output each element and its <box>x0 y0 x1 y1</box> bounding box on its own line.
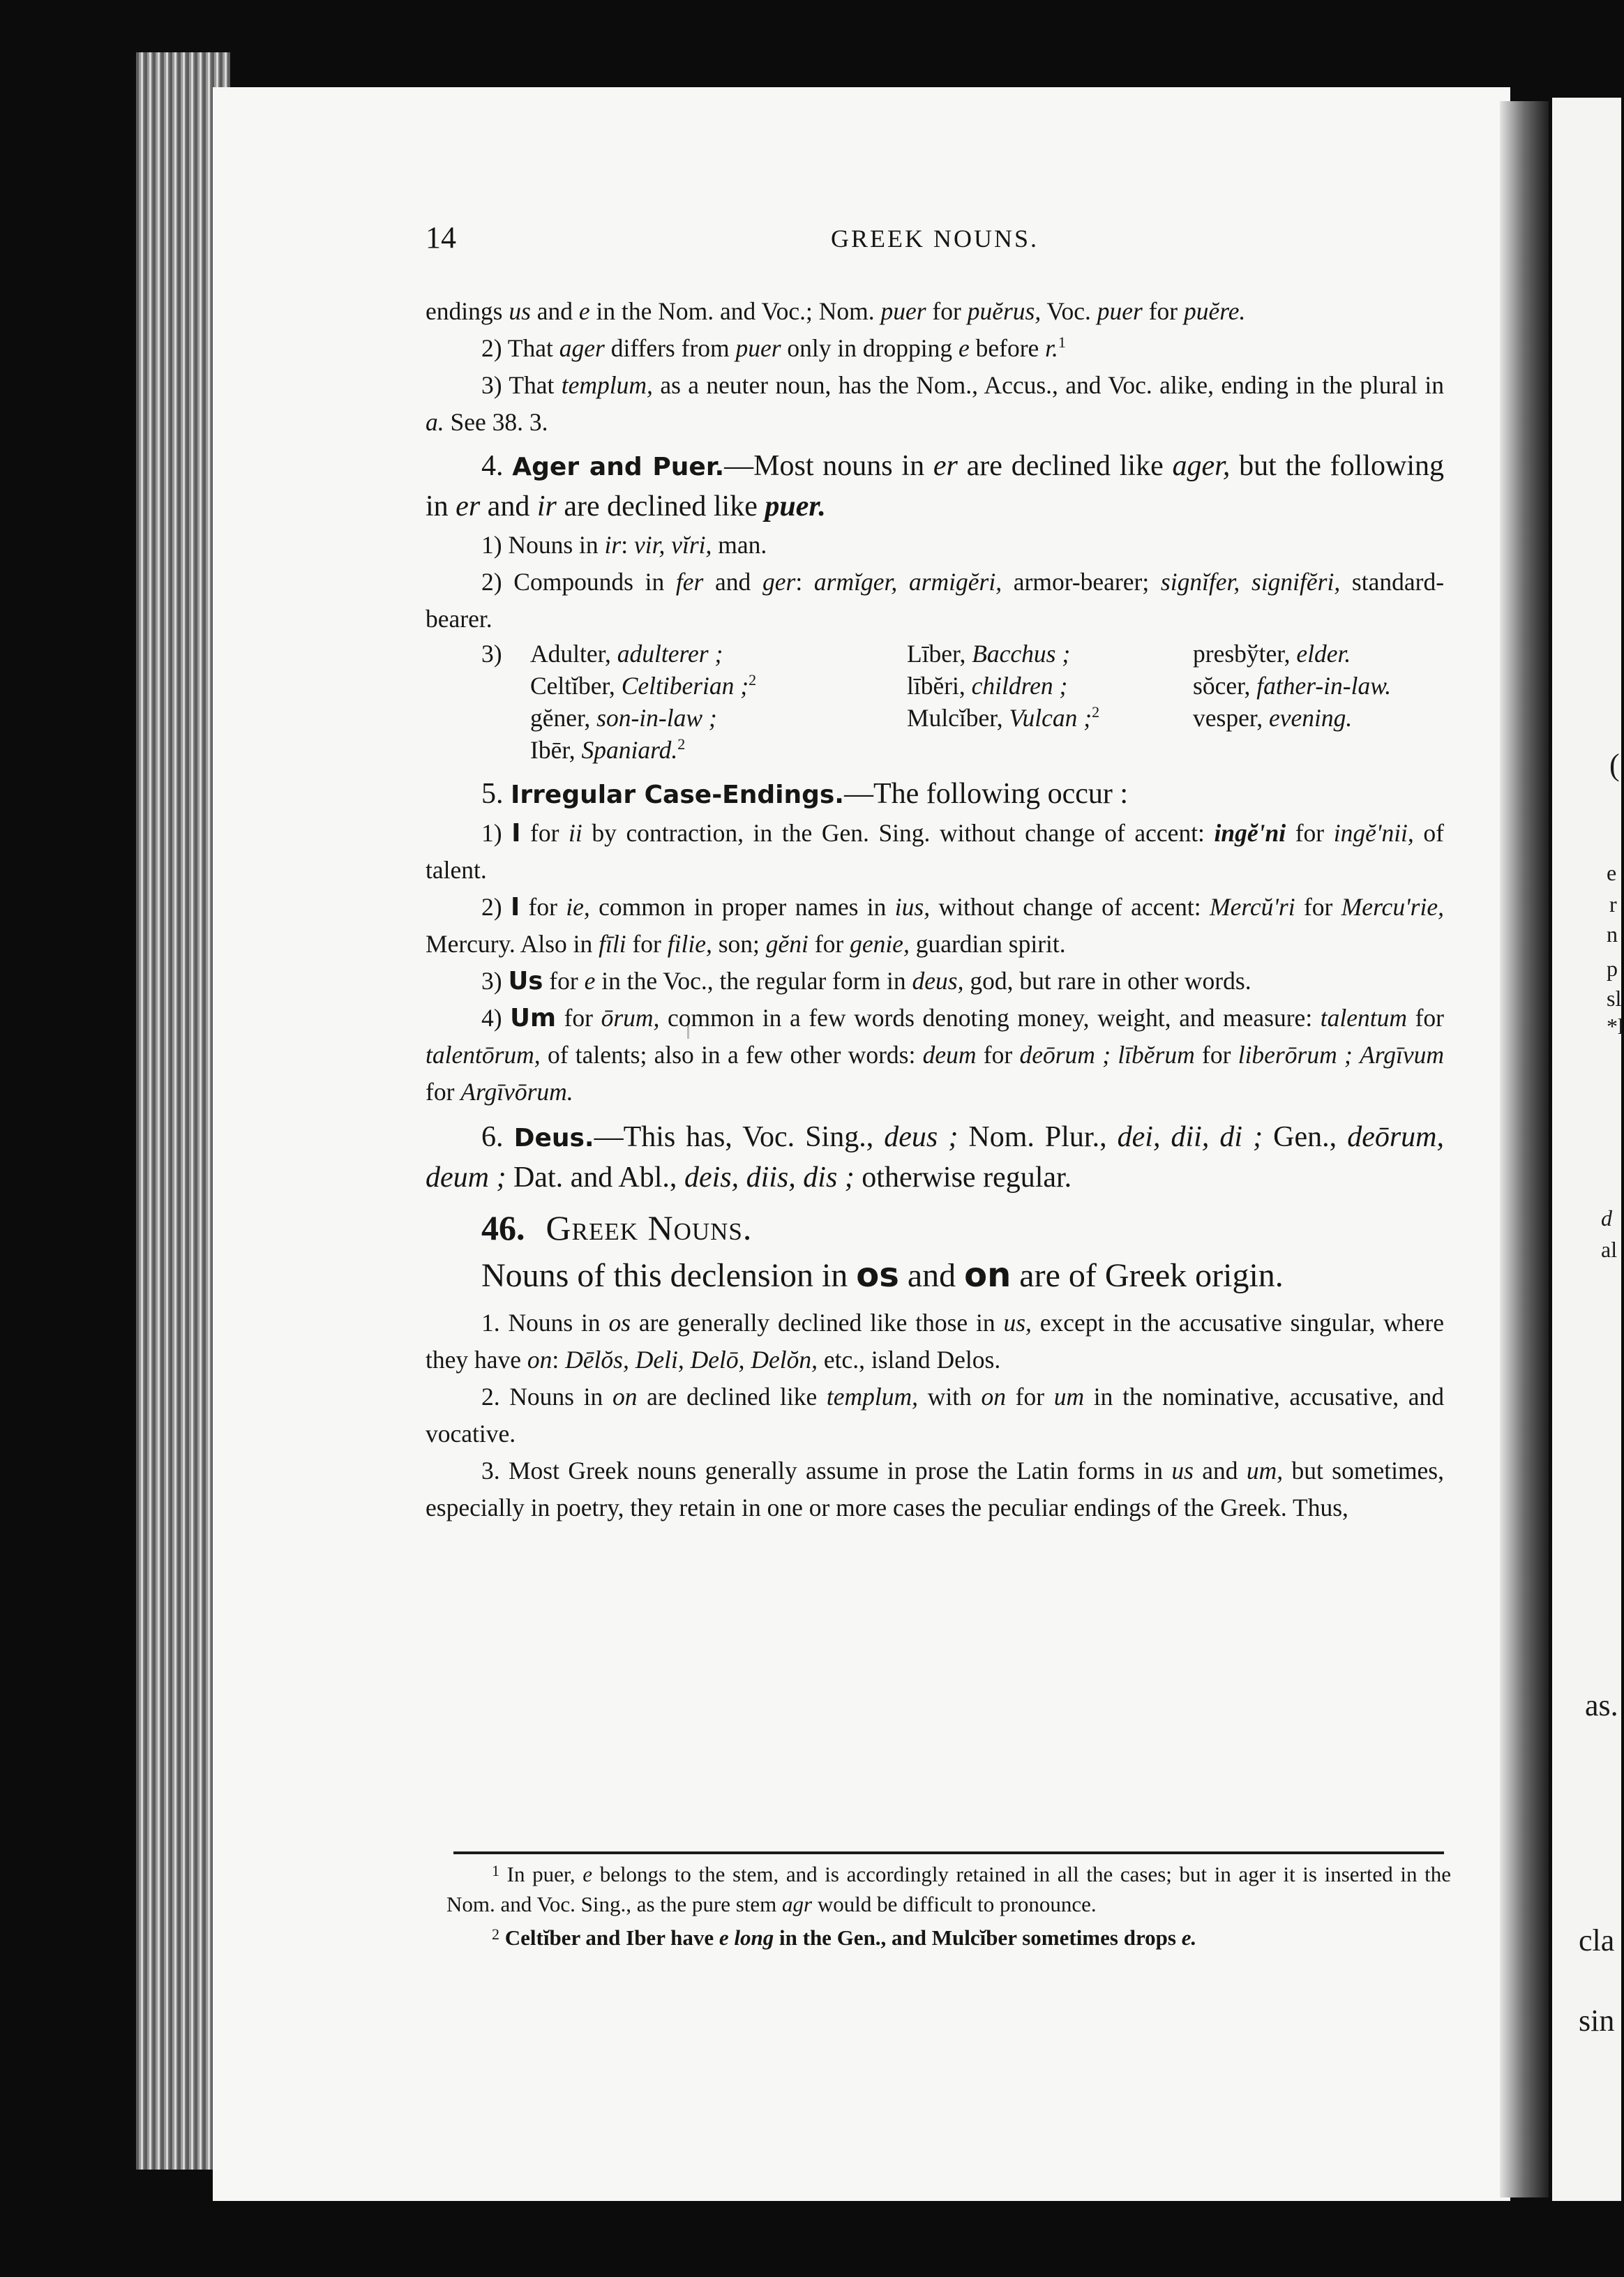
word-list-entry: presbўter, elder. <box>1193 640 1351 668</box>
word-list-entry: Celtĭber, Celtiberian ;$^2$ <box>530 671 757 700</box>
word-list-entry: sŏcer, father-in-law. <box>1193 672 1392 700</box>
section-6-paragraph: 6. Deus.—This has, Voc. Sing., deus ; Nom. Plur., dei, dii, di ; Gen., deōrum, deum ; Dat. and Abl., deis, diis, dis ; otherwise regular. <box>426 1121 1445 1194</box>
facing-text-fragment: sl <box>1607 986 1622 1011</box>
section-5-item-3: 3) Us for e in the Voc., the regular form in deus, god, but rare in other words. <box>481 967 1251 995</box>
word-list-entry: Adulter, adulterer ; <box>530 640 723 668</box>
section-5-item-1: 1) I for ii by contraction, in the Gen. Sing. without change of accent: ingĕ'ni for ingĕ'nii, of talent. <box>426 819 1444 884</box>
facing-text-fragment: *l <box>1607 1014 1624 1039</box>
word-list-entry: vesper, evening. <box>1193 704 1353 732</box>
binding-gutter <box>1500 101 1549 2197</box>
page-number: 14 <box>426 220 456 255</box>
running-head: GREEK NOUNS. <box>830 225 1039 253</box>
word-list-entry: Ibēr, Spaniard.$^2$ <box>530 735 686 764</box>
rule-item-2: 2) That ager differs from puer only in dropping e before r.$^1$ <box>481 333 1066 362</box>
page-body <box>426 293 1444 1526</box>
footnotes <box>446 1856 1451 1953</box>
facing-text-fragment: cla <box>1579 1923 1615 1957</box>
rule-item-3: 3) That templum, as a neuter noun, has the Nom., Accus., and Voc. alike, ending in the plural in a. See 38. 3. <box>426 371 1444 436</box>
section-4-paragraph: 4. Ager and Puer.—Most nouns in er are declined like ager, but the following in er and ir are declined like puer. <box>426 450 1444 523</box>
section-46-item-1: 1. Nouns in os are generally declined like those in us, except in the accusative singular, where they have on: Dēlŏs, Deli, Delō, Delŏn, etc., island Delos. <box>426 1309 1444 1374</box>
facing-text-fragment: as. <box>1585 1688 1618 1722</box>
footnote-2: $^2$ Celtĭber and Iber have e long in the Gen., and Mulcĭber sometimes drops e. <box>492 1925 1197 1950</box>
continued-paragraph: endings us and e in the Nom. and Voc.; Nom. puer for puĕrus, Voc. puer for puĕre. <box>426 297 1246 325</box>
facing-text-fragment: ( <box>1609 748 1620 782</box>
section-5-heading: 5. Irregular Case-Endings.—The following occur : <box>481 778 1129 810</box>
section-46-item-3: 3. Most Greek nouns generally assume in prose the Latin forms in us and um, but sometimes, especially in poetry, they retain in one or more cases the peculiar endings of the Greek. Thus, <box>426 1457 1444 1521</box>
facing-page-fragment <box>1552 98 1624 2201</box>
section-46-title <box>426 1203 1444 1252</box>
word-list-entry: lībĕri, children ; <box>907 672 1068 700</box>
section-46-item-2: 2. Nouns in on are declined like templum, with on for um in the nominative, accusative, and vocative. <box>426 1383 1444 1448</box>
section-4-item-1: 1) Nouns in ir: vir, vĭri, man. <box>481 531 767 559</box>
word-list-column-2 <box>907 638 1193 766</box>
word-list-column-1 <box>530 638 907 766</box>
section-number: 46. <box>481 1208 525 1247</box>
section-title-text: Greek Nouns. <box>546 1208 753 1247</box>
facing-text-fragment: al <box>1601 1237 1618 1262</box>
footnote-ref: 1 <box>1058 333 1066 352</box>
section-4-item-2: 2) Compounds in fer and ger: armĭger, armigĕri, armor-bearer; signĭfer, signifĕri, standard-bearer. <box>426 568 1445 633</box>
section-5-item-2: 2) I for ie, common in proper names in ius, without change of accent: Mercŭ'ri for Mercu'rie, Mercury. Also in fīli for filie, son; gĕni for genie, guardian spirit. <box>426 893 1444 958</box>
section-5-label: Irregular Case-Endings. <box>511 781 844 809</box>
facing-text-fragment: r <box>1609 892 1617 917</box>
section-5-item-4: 4) Um for ōrum, common in a few words denoting money, weight, and measure: talentum for talentōrum, of talents; also in a few other words: deum for deōrum ; lībĕrum for liberōrum ; Argīvum for Argīvōrum. <box>426 1004 1445 1106</box>
facing-text-fragment: p <box>1607 956 1618 981</box>
page-header <box>426 220 1444 255</box>
list-number: 3) <box>481 640 502 668</box>
section-6-label: Deus. <box>513 1124 594 1152</box>
facing-text-fragment: e <box>1607 860 1617 885</box>
facing-text-fragment: n <box>1607 922 1618 947</box>
section-46-intro: Nouns of this declension in os and on are of Greek origin. <box>481 1256 1284 1295</box>
section-4-label: Ager and Puer. <box>512 453 725 481</box>
word-list-column-3 <box>1193 638 1479 766</box>
word-list-entry: gĕner, son-in-law ; <box>530 704 717 732</box>
footnote-1: $^1$ In puer, e belongs to the stem, and is accordingly retained in all the cases; but in ager it is inserted in the Nom. and Voc. Sing., as the pure stem agr would be difficult to pronounce. <box>446 1862 1451 1916</box>
footnote-rule <box>453 1851 1444 1854</box>
word-list-entry: Līber, Bacchus ; <box>907 640 1071 668</box>
word-list-entry: Mulcĭber, Vulcan ;$^2$ <box>907 703 1100 732</box>
facing-text-fragment: sin <box>1579 2004 1615 2038</box>
exceptions-word-list <box>481 638 1444 766</box>
facing-text-fragment: d <box>1601 1205 1612 1231</box>
